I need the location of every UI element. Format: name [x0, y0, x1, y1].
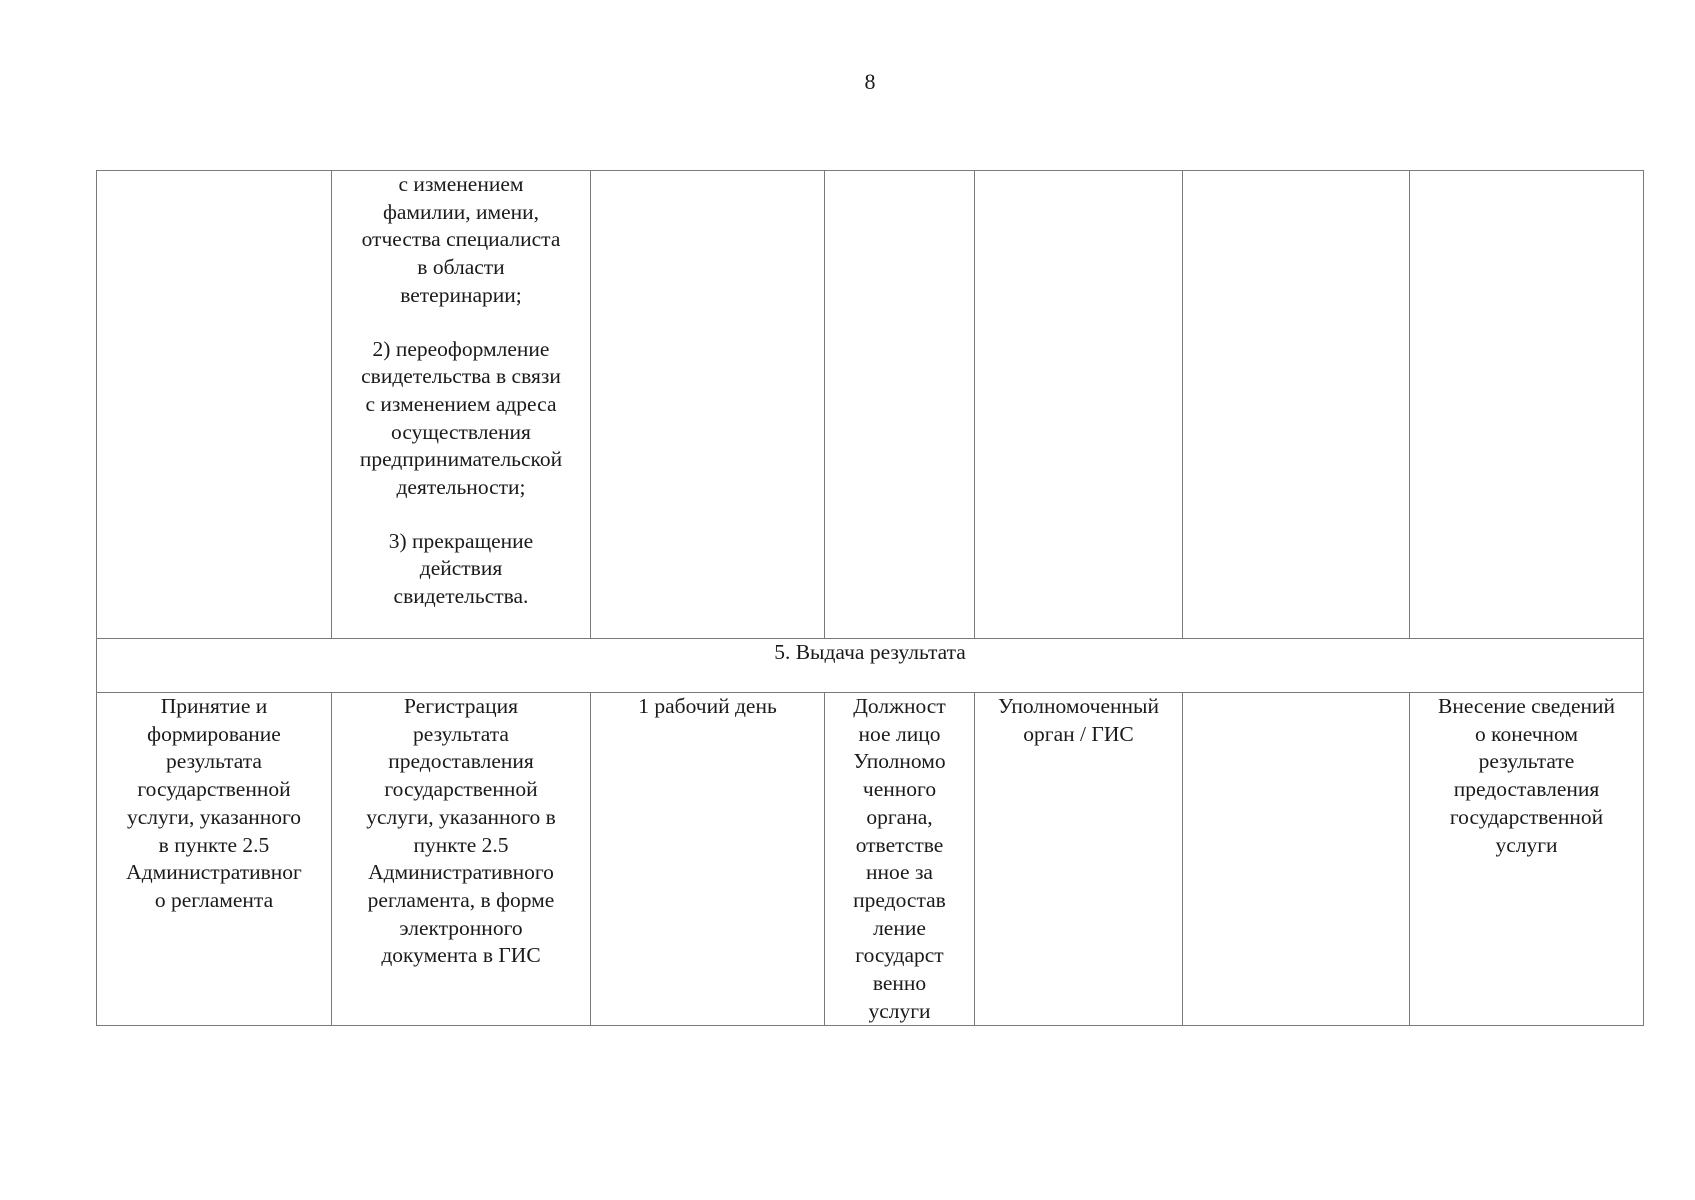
section-header: 5. Выдача результата [97, 639, 1644, 693]
continued-cell-3 [591, 171, 825, 639]
continued-cell-5 [975, 171, 1183, 639]
result-basis-cell: Принятие и формирование результата государственной услуги, указанного в пункте 2.5 Административног о регламента [97, 693, 332, 1026]
continued-paragraph-1: с изменением фамилии, имени, отчества специалиста в области ветеринарии; [361, 172, 561, 307]
table-row-section-header [97, 639, 1644, 693]
page-number: 8 [864, 69, 876, 94]
continued-cell-4 [825, 171, 975, 639]
continued-paragraph-2: 2) переоформление свидетельства в связи с изменением адреса осуществления предпринимательской деятельности; [359, 336, 563, 500]
continued-cell-2 [332, 171, 591, 639]
table-row-result [97, 693, 1644, 1026]
result-outcome-cell: Внесение сведений о конечном результате предоставления государственной услуги [1410, 693, 1644, 1026]
procedure-table [96, 170, 1644, 1026]
result-duration-cell: 1 рабочий день [591, 693, 825, 1026]
table-row-continued [97, 171, 1644, 639]
continued-cell-6 [1183, 171, 1410, 639]
result-responsible-cell: Должност ное лицо Уполномо ченного органа, ответстве нное за предостав ление государст венно услуги [825, 693, 975, 1026]
result-place-cell: Уполномоченный орган / ГИС [975, 693, 1183, 1026]
continued-cell-1 [97, 171, 332, 639]
result-action-cell: Регистрация результата предоставления государственной услуги, указанного в пункте 2.5 Административного регламента, в форме электронного документа в ГИС [332, 693, 591, 1026]
continued-cell-7 [1410, 171, 1644, 639]
continued-paragraph-3: 3) прекращение действия свидетельства. [388, 528, 534, 609]
result-criteria-cell [1183, 693, 1410, 1026]
